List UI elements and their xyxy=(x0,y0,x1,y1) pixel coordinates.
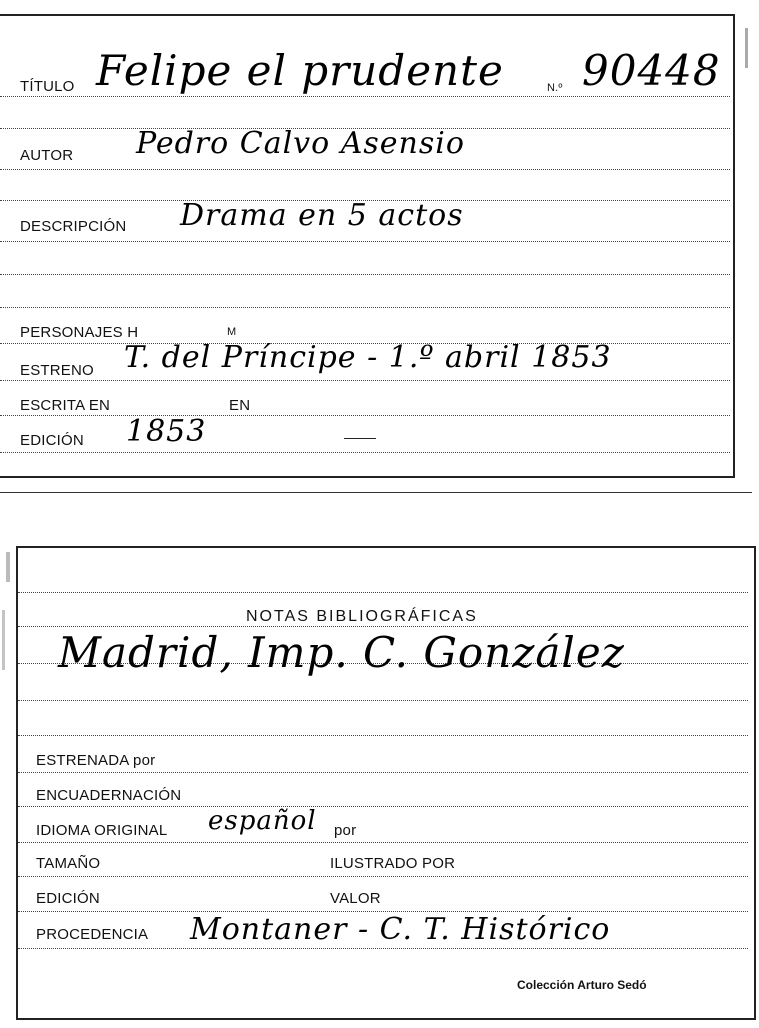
personajes-label: PERSONAJES H xyxy=(20,324,139,341)
form-rule xyxy=(0,96,730,97)
form-rule xyxy=(0,380,730,381)
descripcion-value: Drama en 5 actos xyxy=(180,198,464,233)
card-divider xyxy=(0,492,752,493)
idioma-value: español xyxy=(208,806,317,836)
descripcion-label: DESCRIPCIÓN xyxy=(20,218,127,235)
form-rule xyxy=(0,169,730,170)
titulo-value: Felipe el prudente xyxy=(96,46,504,95)
form-rule xyxy=(18,842,748,843)
edicion-label: EDICIÓN xyxy=(20,432,84,449)
tamano-label: TAMAÑO xyxy=(36,855,101,872)
collection-credit: Colección Arturo Sedó xyxy=(517,978,647,992)
form-rule xyxy=(18,772,748,773)
edicion-value: 1853 xyxy=(126,414,207,449)
notas-value: Madrid, Imp. C. González xyxy=(58,628,625,677)
estreno-label: ESTRENO xyxy=(20,362,94,379)
form-rule xyxy=(18,806,748,807)
form-rule xyxy=(18,948,748,949)
form-rule xyxy=(0,452,730,453)
autor-label: AUTOR xyxy=(20,147,74,164)
edicion-bottom-label: EDICIÓN xyxy=(36,890,100,907)
titulo-label: TÍTULO xyxy=(20,78,75,95)
valor-label: VALOR xyxy=(330,890,381,907)
number-label: N.º xyxy=(547,82,563,94)
encuadernacion-label: ENCUADERNACIÓN xyxy=(36,787,182,804)
procedencia-label: PROCEDENCIA xyxy=(36,926,149,943)
ilustrado-label: ILUSTRADO POR xyxy=(330,855,456,872)
form-rule xyxy=(18,700,748,701)
personajes-m-label: M xyxy=(227,326,237,338)
form-rule xyxy=(18,735,748,736)
scan-speck xyxy=(6,552,10,582)
catalog-number: 90448 xyxy=(582,46,721,95)
escrita-label: ESCRITA EN xyxy=(20,397,111,414)
form-rule xyxy=(18,626,748,627)
form-rule xyxy=(0,307,730,308)
scan-speck xyxy=(745,28,748,68)
form-rule xyxy=(18,592,748,593)
form-rule xyxy=(18,876,748,877)
form-rule xyxy=(0,274,730,275)
notas-heading: NOTAS BIBLIOGRÁFICAS xyxy=(246,608,478,625)
escrita-en-label: EN xyxy=(229,397,251,414)
pen-dash xyxy=(344,438,376,439)
estreno-value: T. del Príncipe - 1.º abril 1853 xyxy=(124,340,612,375)
procedencia-value: Montaner - C. T. Histórico xyxy=(190,912,611,947)
scan-speck xyxy=(2,610,5,670)
estrenada-label: ESTRENADA por xyxy=(36,752,156,769)
idioma-por-label: por xyxy=(334,822,357,839)
idioma-label: IDIOMA ORIGINAL xyxy=(36,822,168,839)
autor-value: Pedro Calvo Asensio xyxy=(136,126,465,161)
form-rule xyxy=(0,241,730,242)
form-rule xyxy=(0,415,730,416)
